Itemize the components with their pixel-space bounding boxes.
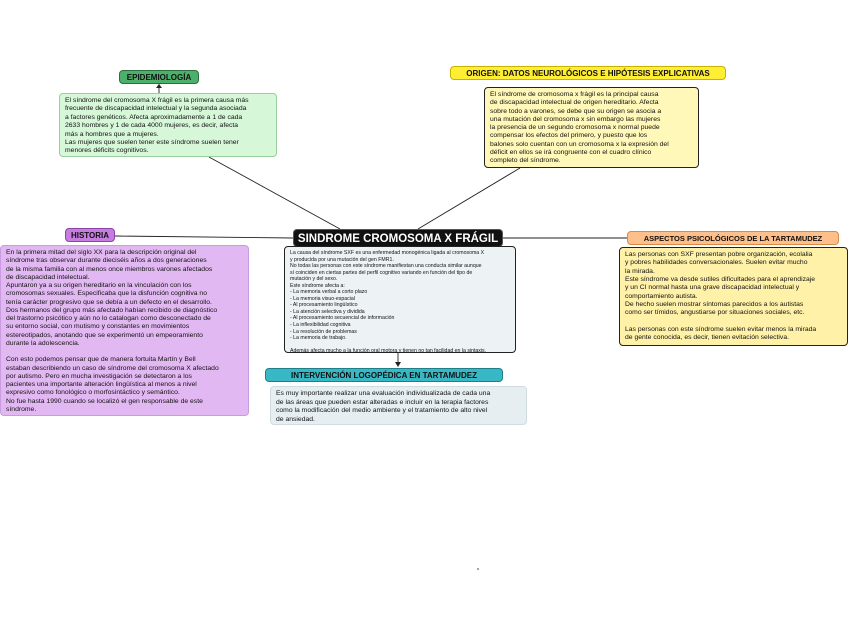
topic-intervencion-logopedica[interactable]: INTERVENCIÓN LOGOPÉDICA EN TARTAMUDEZ — [265, 368, 503, 382]
note-intervencion-logopedica[interactable]: Es muy importante realizar una evaluación individualizada de cada una de las áreas que pueden estar alteradas e incluir en la terapia factores como la modificación del medio ambiente y el tratamiento de alto nivel de ansiedad. — [270, 386, 527, 425]
topic-origen[interactable]: ORIGEN: DATOS NEUROLÓGICOS E HIPÓTESIS EXPLICATIVAS — [450, 66, 726, 80]
note-aspectos-psicologicos[interactable]: Las personas con SXF presentan pobre organización, ecolalia y pobres habilidades conversacionales. Suelen evitar mucho la mirada. Este síndrome va desde sutiles dificultades para el aprendizaje y un CI normal hasta una grave discapacidad intelectual y comportamiento autista. De hecho suelen mostrar síntomas parecidos a los autistas como ser tímidos, angustiarse por situaciones sociales, etc. Las personas con este síndrome suelen evitar menos la mirada de gente conocida, es decir, tienen evitación selectiva. — [619, 247, 848, 346]
topic-aspectos-psicologicos[interactable]: ASPECTOS PSICOLÓGICOS DE LA TARTAMUDEZ — [627, 231, 839, 245]
central-topic[interactable]: SINDROME CROMOSOMA X FRÁGIL — [293, 229, 503, 247]
arrow-intervencion — [395, 362, 401, 367]
note-central[interactable]: La causa del síndrome SXF es una enfermedad monogénica ligada al cromosoma X y producida por una mutación del gen FMR1. No todas las personas con este síndrome manifiestan una conducta similar aunque sí coinciden en ciertas partes del perfil cognitivo variando en función del tipo de mutación y del sexo. Este síndrome afecta a: - La memoria verbal a corto plazo - La memoria visuo-espacial - Al procesamiento lingüístico - La atención selectiva y dividida - Al procesamiento secuencial de información - La inflexibilidad cognitiva - La resolución de problemas - La memoria de trabajo. Además afecta mucho a la función oral motora y tienen no tan facilidad en la sintaxis. — [284, 246, 516, 353]
link-origen — [418, 168, 520, 229]
note-epidemiologia[interactable]: El síndrome del cromosoma X frágil es la primera causa más frecuente de discapacidad intelectual y la segunda asociada a factores genéticos. Afecta aproximadamente a 1 de cada 2633 hombres y 1 de cada 4000 mujeres, es decir, afecta más a hombres que a mujeres. Las mujeres que suelen tener este síndrome suelen tener menores déficits cognitivos. — [59, 93, 277, 157]
link-historia — [115, 236, 293, 238]
note-historia[interactable]: En la primera mitad del siglo XX para la descripción original del síndrome tras observar durante dieciséis años a dos generaciones de la misma familia con al menos once miembros varones afectados de discapacidad intelectual. Apuntaron ya a su origen hereditario en la vinculación con los cromosomas sexuales. Especificaba que la disfunción cognitiva no tenía carácter progresivo que se debía a un defecto en el desarrollo. Dos hermanos del grupo más afectado habían recibido de diagnóstico del trastorno psicótico y aún no lo catalogan como desconectado de su entorno social, con mutismo y constantes en movimientos estereotipados, anotando que se experimentó un empeoramiento durante la adolescencia. Con esto podemos pensar que de manera fortuita Martín y Bell estaban describiendo un caso de síndrome del cromosoma X afectado por autismo. Pero en mucha investigación se detectaron a los pacientes una importante alteración lingüística al menos a nivel expresivo como fonológico o morfosintáctico y semántico. No fue hasta 1990 cuando se localizó el gen responsable de este síndrome. — [0, 245, 249, 416]
note-origen[interactable]: El síndrome de cromosoma x frágil es la principal causa de discapacidad intelectual de origen hereditario. Afecta sobre todo a varones, se debe que su origen se asocia a una mutación del cromosoma x sin embargo las mujeres la presencia de un segundo cromosoma x normal puede compensar los efectos del primero, y puesto que los balones solo cuentan con un cromosoma x la expresión del déficit en ellos se irá congruente con el cuadro clínico completo del síndrome. — [484, 87, 699, 168]
canvas-dot — [477, 568, 479, 570]
topic-historia[interactable]: HISTORIA — [65, 228, 115, 242]
link-epidemiologia — [209, 157, 340, 229]
topic-epidemiologia[interactable]: EPIDEMIOLOGÍA — [119, 70, 199, 84]
